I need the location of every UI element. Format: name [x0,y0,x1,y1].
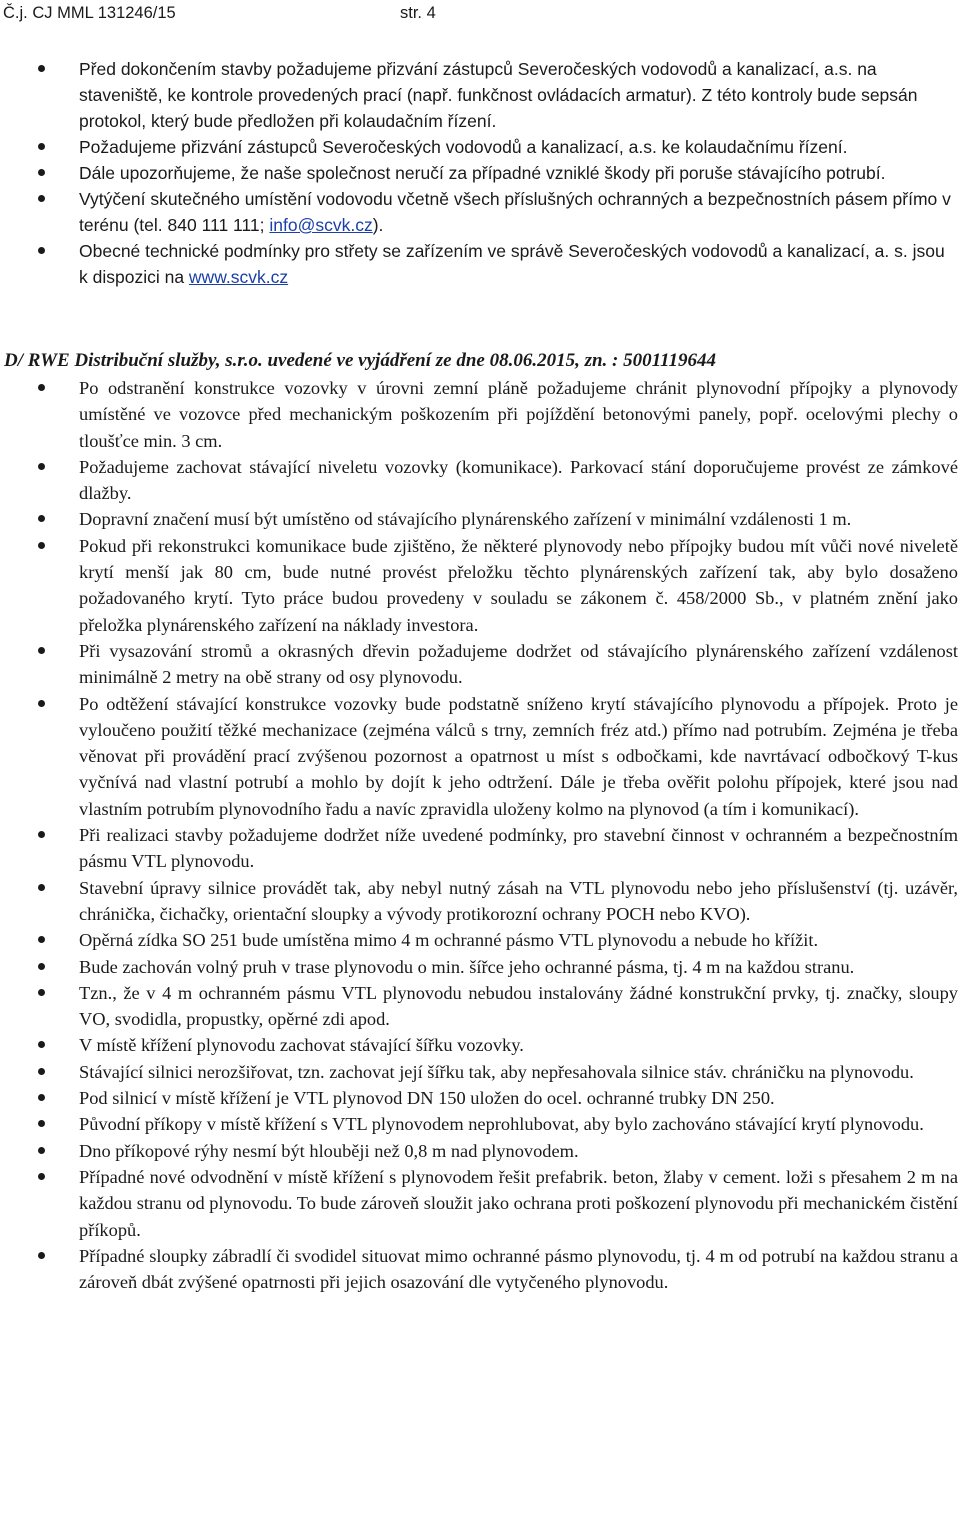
list-item-text: Bude zachován volný pruh v trase plynovodu o min. šířce jeho ochranné pásma, tj. 4 m na každou stranu. [79,956,855,977]
list-item [0,1032,960,1058]
bullet-icon [38,143,45,150]
list-item-text: Vytýčení skutečného umístění vodovodu včetně všech příslušných ochranných a bezpečnostních pásem přímo v terénu (tel. 840 111 111; [79,189,951,235]
bullet-icon [38,1252,45,1259]
list-item [0,980,960,1033]
list-item-text: Případné sloupky zábradlí či svodidel situovat mimo ochranné pásmo plynovodu, tj. 4 m od potrubí na každou stranu a zároveň dbát zvýšené opatrnosti při jejich osazování dle vytyčeného plynovodu. [79,1245,958,1293]
list-item [0,875,960,928]
bullet-icon [38,65,45,72]
list-item-text: Při vysazování stromů a okrasných dřevin požadujeme dodržet od stávajícího plynárenského zařízení vzdálenost minimálně 2 metry na obě strany od osy plynovodu. [79,640,958,688]
list-item [0,638,960,691]
bullet-icon [38,515,45,522]
list-item [0,186,960,238]
list-item-text: Po odtěžení stávající konstrukce vozovky bude podstatně sníženo krytí stávajícího plynovodu a přípojek. Proto je vyloučeno použití těžké mechanizace (zejména válců s trny, zemních fréz atd.) přímo nad potrubím. Zejména je třeba věnovat při provádění prací zvýšenou pozornost a opatrnost u míst s odbočkami, kde navrtávací odbočkový T-kus vyčnívá nad vlastní potrubí a mohlo by dojít k jeho odtržení. Dále je třeba ověřit polohu přípojek, které jsou nad vlastním potrubím plynovodního řadu a navíc zpravidla uloženy kolmo na plynovod (a tím i komunikací). [79,693,958,819]
bullet-icon [38,936,45,943]
bullet-icon [38,1041,45,1048]
bullet-icon [38,831,45,838]
list-item-text: Při realizaci stavby požadujeme dodržet níže uvedené podmínky, pro stavební činnost v ochranném a bezpečnostním pásmu VTL plynovodu. [79,825,958,872]
bullet-icon [38,963,45,970]
bullet-icon [38,647,45,654]
bullet-icon [38,463,45,470]
rwe-conditions-list [0,375,960,1295]
bullet-icon [38,1147,45,1154]
list-item-text: Dopravní značení musí být umístěno od stávajícího plynárenského zařízení v minimální vzdálenosti 1 m. [79,509,852,530]
list-item-text: Tzn., že v 4 m ochranném pásmu VTL plynovodu nebudou instalovány žádné konstrukční prvky, tj. značky, sloupy VO, svodidla, propustky, opěrné zdi apod. [79,982,958,1030]
list-item [0,691,960,822]
reference-number: Č.j. CJ MML 131246/15 [3,4,176,22]
list-item-text: Stávající silnici nerozšiřovat, tzn. zachovat její šířku tak, aby nepřesahovala silnice stáv. chráničku na plynovodu. [79,1061,914,1082]
list-item-text: V místě křížení plynovodu zachovat stávající šířku vozovky. [79,1035,524,1056]
list-item [0,1164,960,1243]
page-header [3,3,436,23]
list-item [0,506,960,532]
section-heading: D/ RWE Distribuční služby, s.r.o. uvedené ve vyjádření ze dne 08.06.2015, zn. : 5001119644 [4,350,717,371]
list-item [0,1138,960,1164]
list-item-text: Obecné technické podmínky pro střety se zařízením ve správě Severočeských vodovodů a kanalizací, a. s. jsou k dispozici na [79,241,945,287]
list-item [0,375,960,454]
list-item-text-end: ). [372,215,384,235]
bullet-icon [38,1068,45,1075]
bullet-icon [38,169,45,176]
list-item-text: Po odstranění konstrukce vozovky v úrovni zemní pláně požadujeme chránit plynovodní přípojky a plynovody umístěné ve vozovce před mechanickým poškozením při pojíždění betonovými panely, popř. ocelovými plechy o tloušťce min. 3 cm. [79,378,958,451]
bullet-icon [38,195,45,202]
list-item-text: Původní příkopy v místě křížení s VTL plynovodem neprohlubovat, aby bylo zachováno stávající krytí plynovodu. [79,1114,924,1135]
bullet-icon [38,700,45,707]
list-item-text: Stavební úpravy silnice provádět tak, aby nebyl nutný zásah na VTL plynovodu nebo jeho příslušenství (tj. uzávěr, chránička, čichačky, orientační sloupky a vývody protikorozní ochrany POCH nebo KVO). [79,877,958,924]
website-link[interactable]: www.scvk.cz [188,267,289,287]
list-item [0,954,960,980]
bullet-icon [38,1120,45,1127]
list-item-text: Požadujeme přizvání zástupců Severočeských vodovodů a kanalizací, a.s. ke kolaudačnímu řízení. [79,137,848,157]
bullet-icon [38,542,45,549]
list-item [0,1059,960,1085]
list-item [0,1111,960,1137]
list-item [0,454,960,507]
scvk-conditions-list [0,56,960,290]
bullet-icon [38,1094,45,1101]
list-item-text: Případné nové odvodnění v místě křížení s plynovodem řešit prefabrik. beton, žlaby v cement. loži s přesahem 2 m na každou stranu od plynovodu. To bude zároveň sloužit jako ochrana proti poškození plynovodu při mechanickém čistění příkopů. [79,1166,958,1240]
list-item [0,56,960,134]
list-item-text: Před dokončením stavby požadujeme přizvání zástupců Severočeských vodovodů a kanalizací, a.s. na staveniště, ke kontrole provedených prací (např. funkčnost ovládacích armatur). Z této kontroly bude sepsán protokol, který bude předložen při kolaudačním řízení. [79,59,918,131]
list-item-text: Opěrná zídka SO 251 bude umístěna mimo 4 m ochranné pásmo VTL plynovodu a nebude ho křížit. [79,930,819,951]
bullet-icon [38,247,45,254]
list-item [0,134,960,160]
list-item-text: Dno příkopové rýhy nesmí být hlouběji než 0,8 m nad plynovodem. [79,1140,579,1161]
list-item [0,927,960,953]
page-number: str. 4 [400,4,436,22]
list-item-text: Dále upozorňujeme, že naše společnost neručí za případné vzniklé škody při poruše stávajícího potrubí. [79,163,886,183]
list-item [0,160,960,186]
bullet-icon [38,884,45,891]
email-link[interactable]: info@scvk.cz [269,215,373,235]
list-item-text: Pod silnicí v místě křížení je VTL plynovod DN 150 uložen do ocel. ochranné trubky DN 250. [79,1088,775,1109]
list-item-text: Požadujeme zachovat stávající niveletu vozovky (komunikace). Parkovací stání doporučujeme provést ze zámkové dlažby. [79,456,958,504]
list-item [0,1085,960,1111]
bullet-icon [38,989,45,996]
bullet-icon [38,384,45,391]
list-item-text: Pokud při rekonstrukci komunikace bude zjištěno, že některé plynovody nebo přípojky budou mít vůči nové niveletě krytí menší jak 80 cm, bude nutné provést přeložku těchto plynárenských zařízení tak, aby bylo dosaženo požadovaného krytí. Tyto práce budou provedeny v souladu se zákonem č. 458/2000 Sb., v platném znění jako přeložka plynárenského zařízení na náklady investora. [79,535,958,635]
bullet-icon [38,1173,45,1180]
list-item [0,533,960,638]
list-item [0,822,960,875]
list-item [0,1243,960,1296]
list-item [0,238,960,290]
